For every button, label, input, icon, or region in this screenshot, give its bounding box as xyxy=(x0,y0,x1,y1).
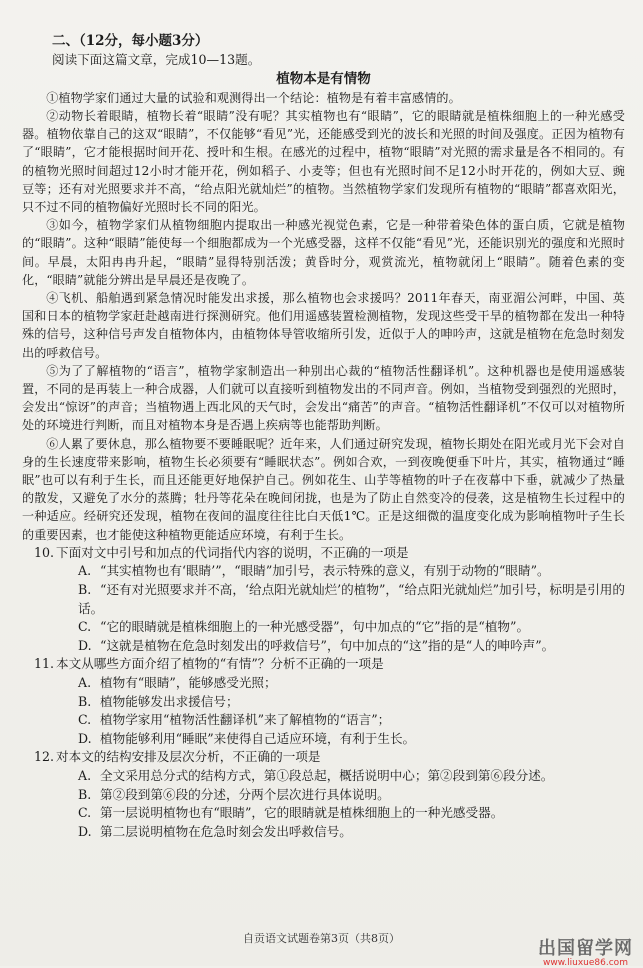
option-a: A. 植物有“眼睛”，能够感受光照； xyxy=(78,675,277,691)
section-heading: 二、（12分，每小题3分） xyxy=(52,33,209,49)
question-12 xyxy=(34,748,625,841)
watermark-url: www.liuxue86.com xyxy=(543,958,628,968)
section-instruction: 阅读下面这篇文章，完成10—13题。 xyxy=(52,51,261,67)
question-11 xyxy=(34,655,625,748)
article-paragraph-2: ②动物长着眼睛，植物长着“眼睛”没有呢？其实植物也有“眼睛”，它的眼睛就是植株细胞上的一种光感受器。植物依靠自己的这双“眼睛”，不仅能够“看见”光，还能感受到光的波长和光照的时间及强度。正因为植物有了“眼睛”，它才能根据时间开花、授叶和生根。在感光的过程中，植物“眼睛”对光照的需求量是各不相同的。有的植物光照时间超过12小时才能开花，例如稻子、小麦等；但也有光照时间不足12小时开花的，例如大豆、豌豆等；还有对光照要求并不高，“给点阳光就灿烂”的植物。当然植物学家们发现所有植物的“眼睛”都喜欢阳光，只不过不同的植物偏好光照时长不同的阳光。 xyxy=(22,108,625,214)
option-b: B. 植物能够发出求援信号； xyxy=(78,693,239,709)
option-d: D. 第二层说明植物在危急时刻会发出呼救信号。 xyxy=(78,823,352,839)
question-stem: 11. 本文从哪些方面介绍了植物的“有情”？分析不正确的一项是 xyxy=(34,656,384,672)
question-10 xyxy=(34,544,625,656)
article-paragraph-5: ⑤为了了解植物的“语言”，植物学家制造出一种别出心裁的“植物活性翻译机”。这种机器也是使用遥感装置，不同的是再装上一种合成器，人们就可以直接听到植物发出的不同声音。例如，当植物受到强烈的光照时，会发出“惊讶”的声音；当植物遇上西北风的天气时，会发出“痛苦”的声音。“植物活性翻译机”不仅可以对植物所处的环境进行判断，而且对植物本身是否遇上疾病等也能帮助判断。 xyxy=(22,363,625,433)
option-b: B. 第②段到第⑥段的分述，分两个层次进行具体说明。 xyxy=(78,786,390,802)
option-d: D. 植物能够利用“睡眠”来使得自己适应环境，有利于生长。 xyxy=(78,730,416,746)
option-a: A. “其实植物也有‘眼睛’”，“眼睛”加引号，表示特殊的意义，有别于动物的“眼睛”。 xyxy=(78,563,550,579)
watermark-text: 出国留学网 xyxy=(538,938,633,959)
question-stem: 12. 对本文的结构安排及层次分析，不正确的一项是 xyxy=(34,749,321,765)
page-content xyxy=(22,32,625,841)
article-paragraph-1: ①植物学家们通过大量的试验和观测得出一个结论：植物是有着丰富感情的。 xyxy=(46,90,461,105)
option-c: C. 植物学家用“植物活性翻译机”来了解植物的“语言”； xyxy=(78,712,391,728)
option-a: A. 全文采用总分式的结构方式，第①段总起，概括说明中心；第②段到第⑥段分述。 xyxy=(78,767,554,783)
option-c: C. “它的眼睛就是植株细胞上的一种光感受器”，句中加点的“它”指的是“植物”。 xyxy=(78,619,530,635)
article-title: 植物本是有情物 xyxy=(276,71,371,88)
option-b: B. “还有对光照要求并不高，‘给点阳光就灿烂’的植物”，“给点阳光就灿烂”加引号，标明是引用的话。 xyxy=(78,582,625,616)
question-stem: 10. 下面对文中引号和加点的代词指代内容的说明，不正确的一项是 xyxy=(34,544,409,560)
article-paragraph-6: ⑥人累了要休息，那么植物要不要睡眠呢？近年来，人们通过研究发现，植物长期处在阳光或月光下会对自身的生长速度带来影响，植物生长必须要有“睡眠状态”。例如合欢，一到夜晚便垂下叶片，其实，植物通过“睡眠”也可以有利于生长，而且还能更好地保护自己。例如花生、山芋等植物的叶子在夜幕中下垂，就减少了热量的散发，又避免了水分的蒸腾；牡丹等花朵在晚间闭拢，也是为了防止自然变冷的侵袭，这是植物生长过程中的一种适应。经研究还发现，植物在夜间的温度往往比白天低1℃。正是这细微的温度变化成为影响植物叶子生长的重要因素，也才能使这种植物更能适应环境，有利于生长。 xyxy=(22,436,625,542)
article-paragraph-4: ④飞机、船舶遇到紧急情况时能发出求援，那么植物也会求援吗？2011年春天，南亚湄公河畔，中国、英国和日本的植物学家赶赴越南进行探测研究。他们用遥感装置检测植物，发现这些受干旱的植物都在发出一种特殊的信号，这种信号声发自植物体内，由植物体导管收缩所引发，近似于人的呻吟声，这就是植物在危急时刻发出的呼救信号。 xyxy=(22,291,625,360)
article-paragraph-3: ③如今，植物学家们从植物细胞内提取出一种感光视觉色素，它是一种带着染色体的蛋白质，它就是植物的“眼睛”。这种“眼睛”能使每一个细胞都成为一个光感受器，这样不仅能“看见”光，还能识别光的强度和光照时间。早晨，太阳冉冉升起，“眼睛”显得特别活泼；黄昏时分，观赏流光，植物就闭上“眼睛”。随着色素的变化，“眼睛”就能分辨出是早晨还是夜晚了。 xyxy=(22,218,625,287)
site-watermark-logo xyxy=(538,934,633,968)
page-footer: 自贡语文试题卷第3页（共8页） xyxy=(243,932,400,945)
option-d: D. “这就是植物在危急时刻发出的呼救信号”，句中加点的“这”指的是“人的呻吟声”。 xyxy=(78,637,555,653)
article-body xyxy=(22,89,625,544)
option-c: C. 第一层说明植物也有“眼睛”，它的眼睛就是植株细胞上的一种光感受器。 xyxy=(78,805,504,821)
